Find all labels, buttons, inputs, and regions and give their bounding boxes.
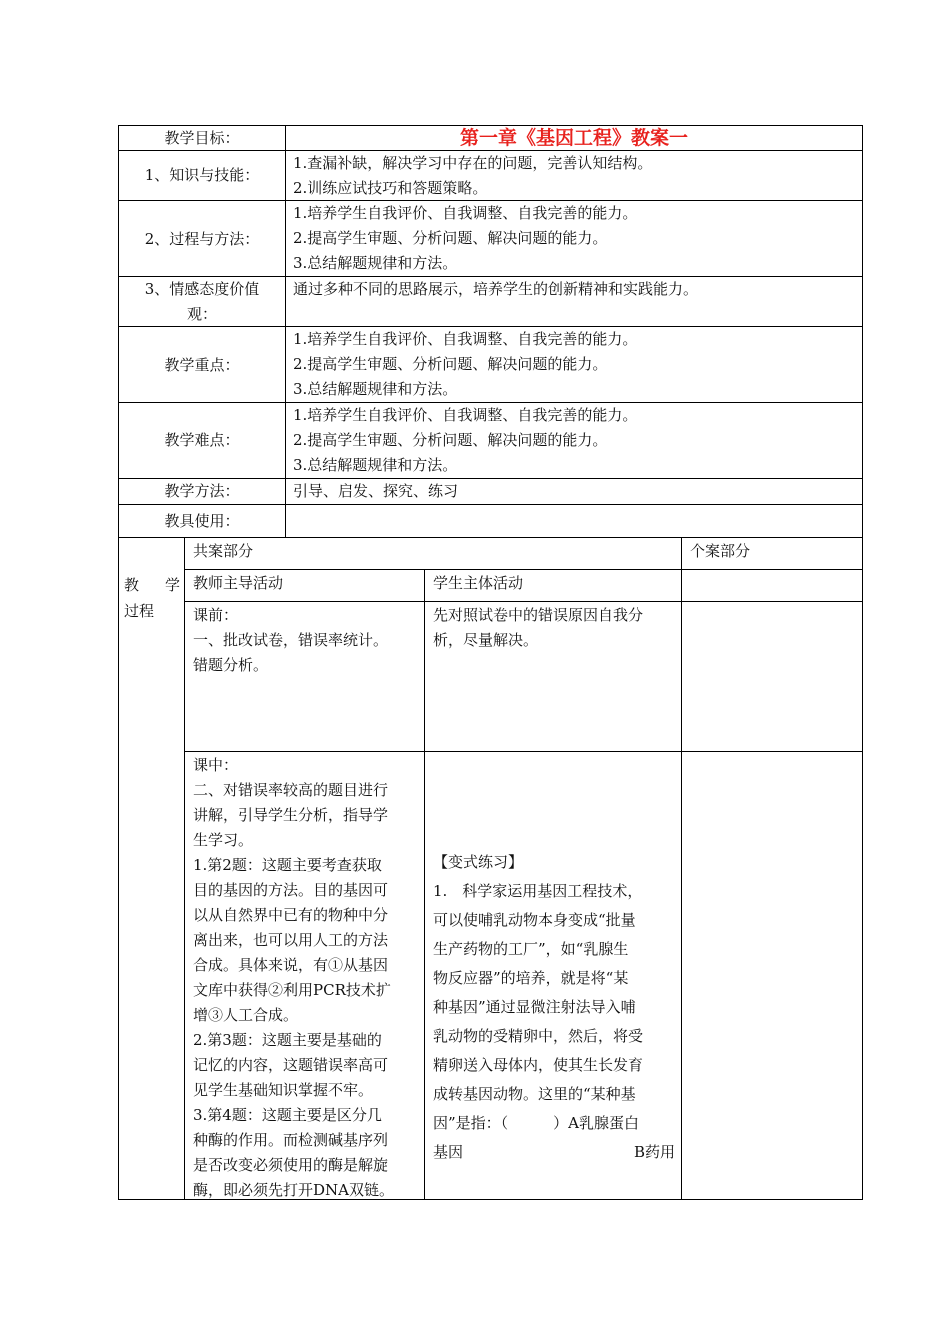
text-line: 先对照试卷中的错误原因自我分 — [433, 606, 644, 624]
teacher-activity-header: 教师主导活动 — [193, 574, 284, 592]
text-line: 3.总结解题规律和方法。 — [293, 254, 458, 272]
text-line: 2.提高学生审题、分析问题、解决问题的能力。 — [293, 355, 608, 373]
text-line: 通过多种不同的思路展示，培养学生的创新精神和实践能力。 — [293, 280, 699, 298]
text-line: 1.培养学生自我评价、自我调整、自我完善的能力。 — [293, 204, 638, 222]
text-line: 讲解，引导学生分析，指导学 — [193, 806, 389, 824]
objective-label-methods: 教学方法： — [164, 482, 240, 500]
text-line: 合成。具体来说，有①从基因 — [193, 956, 389, 974]
text-line: 精卵送入母体内，使其生长发育 — [433, 1056, 644, 1074]
text-line: 1.查漏补缺，解决学习中存在的问题，完善认知结构。 — [293, 154, 653, 172]
objective-content-attitude — [293, 277, 858, 302]
text-line: 3.总结解题规律和方法。 — [293, 456, 458, 474]
individual-section-header: 个案部分 — [690, 542, 751, 560]
text-line: 成转基因动物。这里的“某种基 — [433, 1085, 636, 1103]
text-line: 2.提高学生审题、分析问题、解决问题的能力。 — [293, 431, 608, 449]
text-line: 酶，即必须先打开DNA双链。 — [193, 1181, 394, 1199]
text-line: 错题分析。 — [193, 656, 269, 674]
text-line: 增③人工合成。 — [193, 1006, 299, 1024]
text-fragment: 基因 — [433, 1143, 464, 1161]
objective-label-difficulties: 教学难点： — [164, 431, 240, 449]
text-line: 1.培养学生自我评价、自我调整、自我完善的能力。 — [293, 406, 638, 424]
col-divider — [424, 569, 425, 1200]
text-line: 2.训练应试技巧和答题策略。 — [293, 179, 488, 197]
col-divider — [184, 537, 185, 1200]
in-class-teacher — [193, 753, 419, 1203]
page-title: 第一章《基因工程》教案一 — [459, 127, 688, 149]
objective-content-knowledge — [293, 151, 858, 201]
text-line: 可以使哺乳动物本身变成“批量 — [433, 911, 636, 929]
text-line: 是否改变必须使用的酶是解旋 — [193, 1156, 389, 1174]
pre-class-student — [433, 603, 675, 653]
text-line: 乳动物的受精卵中，然后，将受 — [433, 1027, 644, 1045]
text-line-split — [433, 1138, 675, 1167]
col-divider — [681, 537, 682, 1200]
text-line: 1.第2题：这题主要考查获取 — [193, 856, 382, 874]
text-line: 【变式练习】 — [433, 853, 524, 871]
text-line: 生学习。 — [193, 831, 254, 849]
text-line: 因”是指：（ ）A乳腺蛋白 — [433, 1114, 640, 1132]
objective-label-key-points: 教学重点： — [164, 356, 240, 374]
objective-label-knowledge: 1、知识与技能： — [144, 166, 260, 184]
table-border-right — [862, 125, 863, 1200]
text-line: 文库中获得②利用PCR技术扩 — [193, 981, 391, 999]
text-line: 以从自然界中已有的物种中分 — [193, 906, 389, 924]
text-line: 离出来，也可以用人工的方法 — [193, 931, 389, 949]
text-line: 课前： — [193, 606, 239, 624]
text-line: 1.培养学生自我评价、自我调整、自我完善的能力。 — [293, 330, 638, 348]
text-line: 析，尽量解决。 — [433, 631, 539, 649]
objective-content-key-points — [293, 327, 858, 402]
text-line: 记忆的内容，这题错误率高可 — [193, 1056, 389, 1074]
text-line: 1. 科学家运用基因工程技术， — [433, 882, 643, 900]
label-line: 教 学 — [124, 576, 180, 594]
text-line: 生产药物的工厂”，如“乳腺生 — [433, 940, 629, 958]
row-divider — [184, 751, 863, 752]
row-divider — [118, 504, 863, 505]
text-line: 目的基因的方法。目的基因可 — [193, 881, 389, 899]
shared-section-header: 共案部分 — [193, 542, 254, 560]
col-divider — [285, 125, 286, 538]
text-line: 3.第4题：这题主要是区分几 — [193, 1106, 382, 1124]
text-line: 2.第3题：这题主要是基础的 — [193, 1031, 382, 1049]
objective-content-process — [293, 201, 858, 276]
text-line: 2.提高学生审题、分析问题、解决问题的能力。 — [293, 229, 608, 247]
in-class-student — [433, 848, 675, 1167]
objective-label-attitude — [119, 277, 285, 327]
text-line: 3.总结解题规律和方法。 — [293, 380, 458, 398]
student-activity-header: 学生主体活动 — [433, 574, 524, 592]
text-line: 课中： — [193, 756, 239, 774]
objective-content-difficulties — [293, 403, 858, 478]
text-fragment: B药用 — [633, 1143, 675, 1161]
process-side-label — [124, 572, 180, 624]
pre-class-teacher — [193, 603, 419, 678]
objective-label-process: 2、过程与方法： — [144, 230, 260, 248]
objective-label-tools: 教具使用： — [164, 512, 240, 530]
text-line: 一、批改试卷，错误率统计。 — [193, 631, 389, 649]
text-line: 种基因”通过显微注射法导入哺 — [433, 998, 636, 1016]
objective-content-methods: 引导、启发、探究、练习 — [293, 482, 459, 500]
text-line: 二、对错误率较高的题目进行 — [193, 781, 389, 799]
row-divider — [184, 601, 863, 602]
text-line: 见学生基础知识掌握不牢。 — [193, 1081, 374, 1099]
text-line: 种酶的作用。而检测碱基序列 — [193, 1131, 389, 1149]
label-line: 过程 — [124, 602, 155, 620]
label-line: 3、情感态度价值 — [144, 280, 260, 298]
header-label: 教学目标： — [164, 129, 240, 147]
label-line: 观： — [186, 305, 217, 323]
text-line: 物反应器”的培养，就是将“某 — [433, 969, 629, 987]
